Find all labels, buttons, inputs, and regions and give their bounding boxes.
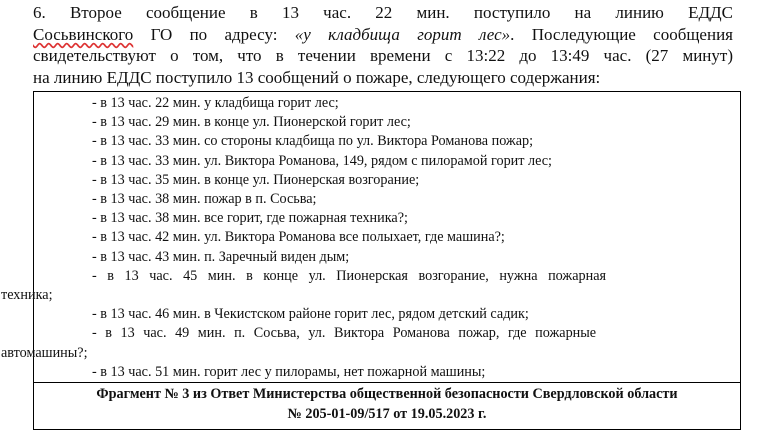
message-item: - в 13 час. 43 мин. п. Заречный виден дым; [92,248,350,265]
intro-paragraph [33,2,733,88]
message-item: - в 13 час. 49 мин. п. Сосьва, ул. Виктора Романова пожар, где пожарные [92,325,597,342]
message-item: - в 13 час. 46 мин. в Чекистском районе горит лес, рядом детский садик; [92,306,529,323]
quoted-message: «у кладбища горит лес» [294,24,511,44]
paragraph-line-2 [33,24,733,46]
message-item: - в 13 час. 33 мин. ул. Виктора Романова, 149, рядом с пилорамой горит лес; [92,152,552,169]
message-item: - в 13 час. 38 мин. пожар в п. Сосьва; [92,191,317,208]
message-item: - в 13 час. 42 мин. ул. Виктора Романова все полыхает, где машина?; [92,229,505,246]
caption-line-2: № 205-01-09/517 от 19.05.2023 г. [287,406,487,422]
message-item: - в 13 час. 38 мин. все горит, где пожарная техника?; [92,210,408,227]
paragraph-text: ГО по адресу: [133,24,295,44]
messages-list [1,94,652,382]
message-item: - в 13 час. 45 мин. в конце ул. Пионерская возгорание, нужна пожарная [92,267,607,284]
fragment-caption [33,384,741,424]
spellcheck-underlined-word: Сосьвинского [33,24,134,44]
message-item: - в 13 час. 33 мин. со стороны кладбища по ул. Виктора Романова пожар; [92,133,534,150]
paragraph-line-4: на линию ЕДДС поступило 13 сообщений о пожаре, следующего содержания: [33,67,601,87]
message-item-continuation: техника; [1,287,53,304]
message-item: - в 13 час. 35 мин. в конце ул. Пионерская возгорание; [92,171,420,188]
paragraph-text: . Последующие сообщения [510,24,733,44]
message-item-continuation: автомашины?; [1,344,88,361]
caption-divider [34,382,740,383]
caption-line-1: Фрагмент № 3 из Ответ Министерства общественной безопасности Свердловской области [96,386,678,402]
message-item: - в 13 час. 29 мин. в конце ул. Пионерской горит лес; [92,114,411,131]
paragraph-line-1: 6. Второе сообщение в 13 час. 22 мин. поступило на линию ЕДДС [33,3,733,22]
message-item: - в 13 час. 22 мин. у кладбища горит лес; [92,95,339,111]
paragraph-line-3: свидетельствуют о том, что в течении времени с 13:22 до 13:49 час. (27 минут) [33,46,733,65]
message-item: - в 13 час. 51 мин. горит лес у пилорамы, нет пожарной машины; [92,363,486,380]
